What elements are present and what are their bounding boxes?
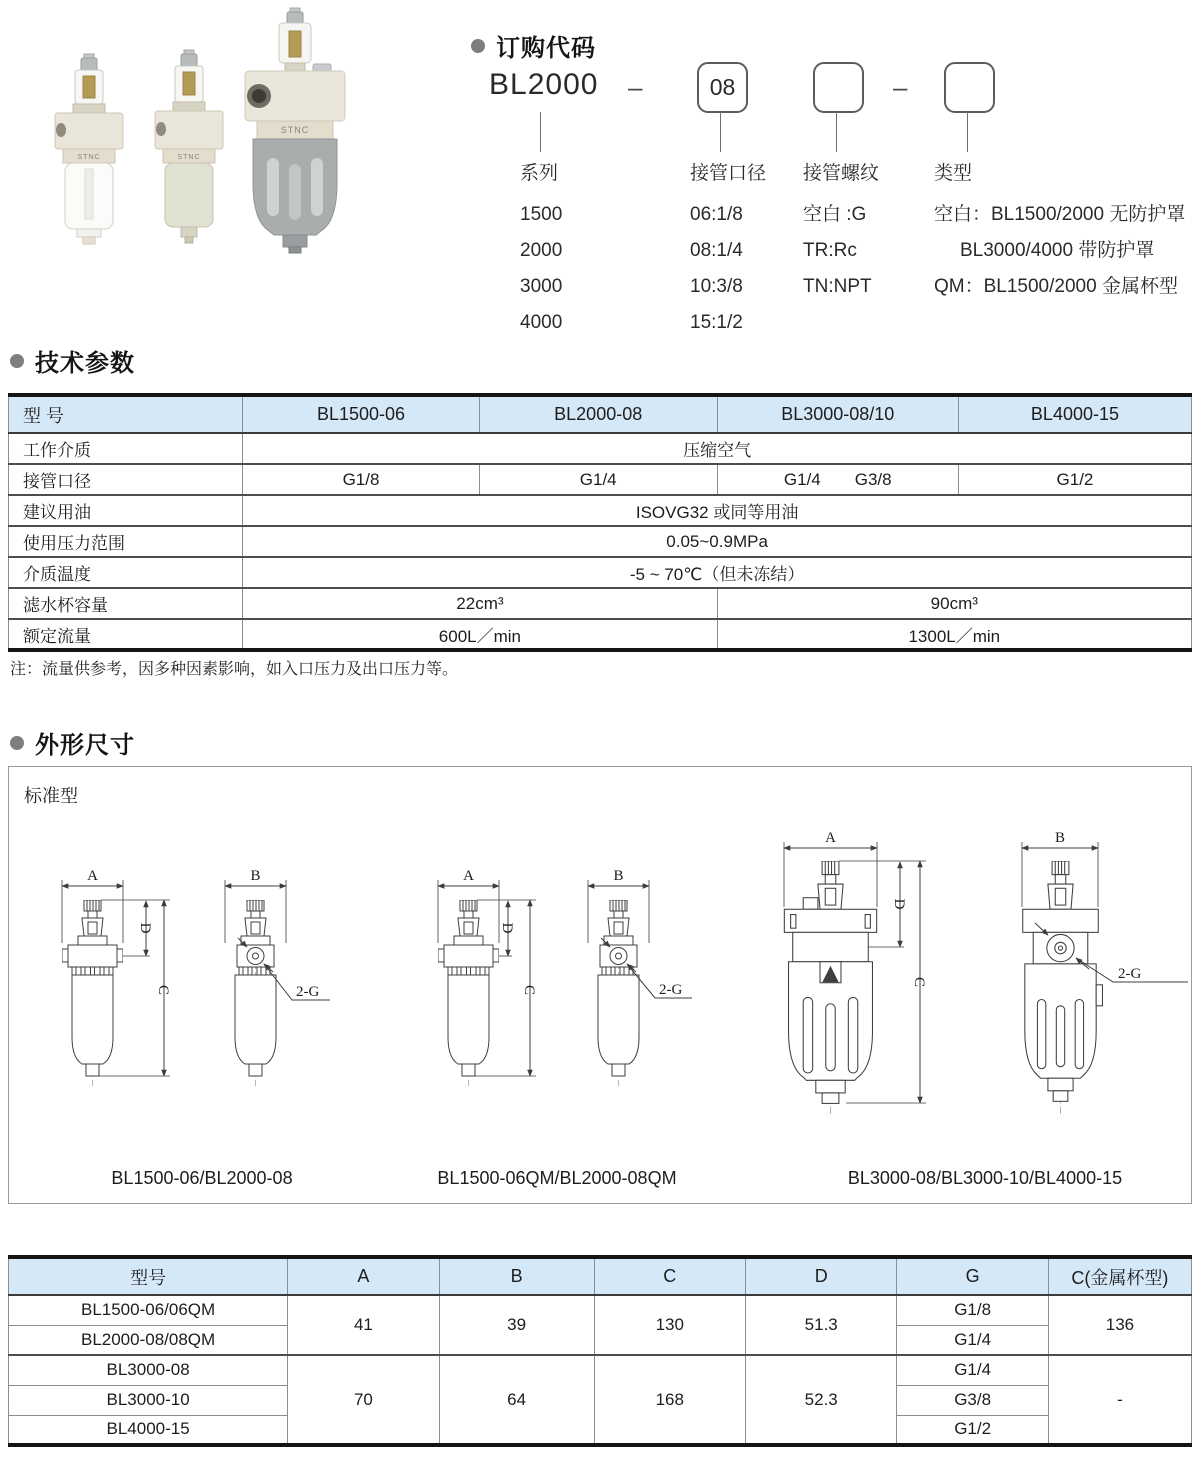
dim-label-a: A (87, 868, 98, 884)
ordering-column-port (690, 158, 766, 341)
table-cell (717, 464, 958, 495)
table-cell: G1/8 (897, 1295, 1048, 1325)
table-cell: 接管口径 (9, 464, 243, 495)
dim-label-c: C (155, 984, 171, 996)
table-cell: G1/8 (243, 464, 480, 495)
connector-line (540, 112, 541, 152)
section-title: 订购代码 (496, 35, 596, 62)
table-header-cell: BL1500-06 (243, 395, 480, 433)
dim-label-2g: 2-G (659, 982, 683, 998)
dim-label-b: B (250, 868, 261, 884)
section-title: 技术参数 (35, 350, 135, 377)
column-item: 2000 (520, 240, 563, 261)
dim-label-c: C (521, 984, 537, 996)
table-row (9, 526, 1192, 557)
ordering-heading (471, 28, 596, 63)
column-title: 接管口径 (690, 163, 767, 184)
column-title: 接管螺纹 (803, 163, 880, 184)
drawing-bl1500qm-bl2000qm (438, 868, 692, 1086)
table-cell: 工作介质 (9, 433, 243, 464)
table-cell: G1/2 (958, 464, 1191, 495)
dim-label-a: A (825, 830, 836, 846)
table-header-cell: BL2000-08 (479, 395, 717, 433)
dim-label-a: A (463, 868, 474, 884)
ordering-separator: – (628, 72, 643, 102)
table-cell: 39 (439, 1295, 594, 1355)
connector-line (967, 112, 968, 152)
table-row (9, 464, 1192, 495)
brand-text: STNC (177, 154, 201, 161)
table-cell: 90cm³ (717, 588, 1191, 619)
column-title: 类型 (934, 163, 973, 184)
column-title: 系列 (520, 163, 559, 184)
table-cell: BL2000-08/08QM (9, 1325, 288, 1355)
bullet-icon (10, 354, 24, 368)
ordering-port-box: 08 (697, 62, 748, 113)
column-item: 空白 :G (803, 204, 867, 225)
table-header-cell: BL3000-08/10 (717, 395, 958, 433)
drawing-caption: BL1500-06QM/BL2000-08QM (437, 1168, 677, 1188)
table-cell: 51.3 (746, 1295, 897, 1355)
table-row (9, 395, 1192, 433)
dimension-table (8, 1255, 1192, 1447)
table-header-cell: BL4000-15 (958, 395, 1191, 433)
dim-label-d: D (137, 922, 153, 934)
table-cell: G1/2 (897, 1415, 1048, 1445)
bullet-icon (10, 736, 24, 750)
ordering-column-series (520, 158, 562, 341)
table-cell: - (1048, 1355, 1191, 1445)
table-header-cell: A (288, 1257, 439, 1295)
table-row (9, 1257, 1192, 1295)
table-cell: 130 (594, 1295, 745, 1355)
tech-heading (10, 343, 135, 378)
table-row (9, 557, 1192, 588)
table-cell: 建议用油 (9, 495, 243, 526)
table-cell: BL3000-08 (9, 1355, 288, 1385)
brand-text: STNC (77, 154, 101, 161)
table-header-cell: C (594, 1257, 745, 1295)
column-item: TN:NPT (803, 276, 872, 297)
table-header-cell: B (439, 1257, 594, 1295)
drawing-bl1500-bl2000 (62, 868, 330, 1086)
ordering-column-thread (803, 158, 879, 305)
dim-label-b: B (1054, 830, 1066, 846)
table-header-cell: 型号 (9, 1257, 288, 1295)
table-cell: BL1500-06/06QM (9, 1295, 288, 1325)
dim-label-2g: 2-G (296, 984, 320, 1000)
tech-table (8, 393, 1192, 652)
table-cell: 压缩空气 (243, 433, 1192, 464)
table-cell: 额定流量 (9, 619, 243, 650)
ordering-thread-box (813, 62, 864, 113)
drawing-bl3000-bl4000 (784, 830, 1188, 1114)
table-cell: 0.05~0.9MPa (243, 526, 1192, 557)
bullet-icon (471, 39, 485, 53)
table-cell: 41 (288, 1295, 439, 1355)
table-row (9, 1295, 1192, 1325)
table-row (9, 619, 1192, 650)
table-cell: 介质温度 (9, 557, 243, 588)
dim-label-2g: 2-G (1118, 966, 1142, 982)
table-cell: 64 (439, 1355, 594, 1445)
section-title: 外形尺寸 (35, 732, 135, 759)
table-cell: 22cm³ (243, 588, 717, 619)
brand-text: STNC (280, 125, 310, 135)
table-cell: G1/4 (479, 464, 717, 495)
column-item: 15:1/2 (690, 312, 743, 333)
column-item: 空白：BL1500/2000 无防护罩 (934, 204, 1186, 225)
column-item: 1500 (520, 204, 563, 225)
table-cell: G3/8 (897, 1385, 1048, 1415)
table-cell: 1300L／min (717, 619, 1191, 650)
dim-label-d: D (891, 898, 907, 910)
table-cell: G1/4 (897, 1325, 1048, 1355)
table-cell: BL4000-15 (9, 1415, 288, 1445)
dim-label-d: D (499, 922, 515, 934)
photo-lubricator-small (55, 54, 123, 244)
port-value: G1/4 (783, 469, 821, 489)
tech-note: 注：流量供参考，因多种因素影响，如入口压力及出口压力等。 (10, 661, 459, 678)
photo-lubricator-large (245, 8, 345, 253)
column-item: 4000 (520, 312, 563, 333)
drawing-caption: BL1500-06/BL2000-08 (111, 1168, 293, 1188)
photo-lubricator-medium (155, 50, 223, 243)
table-row (9, 433, 1192, 464)
table-cell: 使用压力范围 (9, 526, 243, 557)
connector-line (836, 112, 837, 152)
table-row (9, 1355, 1192, 1385)
column-item: 06:1/8 (690, 204, 743, 225)
dim-label-c: C (911, 976, 927, 988)
column-item: 3000 (520, 276, 563, 297)
ordering-code-base: BL2000 (489, 68, 599, 101)
table-header-cell: G (897, 1257, 1048, 1295)
table-cell: 滤水杯容量 (9, 588, 243, 619)
table-cell: 136 (1048, 1295, 1191, 1355)
table-header-cell: 型 号 (9, 395, 243, 433)
table-cell: 168 (594, 1355, 745, 1445)
ordering-column-type (934, 158, 1185, 305)
column-item: 10:3/8 (690, 276, 743, 297)
table-cell: G1/4 (897, 1355, 1048, 1385)
table-cell: -5 ~ 70℃（但未冻结） (243, 557, 1192, 588)
table-cell: 52.3 (746, 1355, 897, 1445)
ordering-separator: – (893, 72, 908, 102)
dim-label-b: B (613, 868, 624, 884)
column-item: TR:Rc (803, 240, 857, 261)
table-cell: 70 (288, 1355, 439, 1445)
table-header-cell: D (746, 1257, 897, 1295)
column-item: QM：BL1500/2000 金属杯型 (934, 276, 1178, 297)
outline-type-label: 标准型 (24, 786, 78, 806)
connector-line (720, 112, 721, 152)
table-row (9, 588, 1192, 619)
product-photos (30, 0, 410, 270)
column-item: BL3000/4000 带防护罩 (960, 240, 1155, 261)
table-row (9, 495, 1192, 526)
ordering-type-box (944, 62, 995, 113)
outline-drawings (8, 766, 1192, 1202)
column-item: 08:1/4 (690, 240, 743, 261)
drawing-caption: BL3000-08/BL3000-10/BL4000-15 (847, 1168, 1123, 1188)
table-cell: BL3000-10 (9, 1385, 288, 1415)
table-header-cell: C(金属杯型) (1048, 1257, 1191, 1295)
outline-heading (10, 725, 135, 760)
table-cell: 600L／min (243, 619, 717, 650)
table-cell: ISOVG32 或同等用油 (243, 495, 1192, 526)
port-value: G3/8 (854, 469, 892, 489)
